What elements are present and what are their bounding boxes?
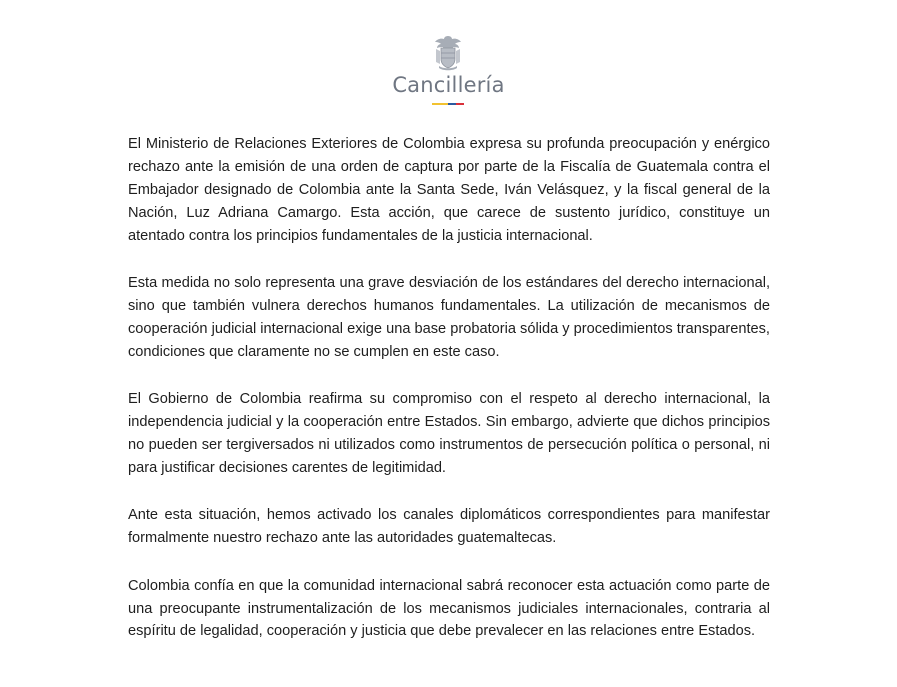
flag-yellow-stripe <box>432 103 448 105</box>
paragraph-5: Colombia confía en que la comunidad internacional sabrá reconocer esta actuación como parte de una preocupante instrumentalización de los mecanismos judiciales internacionales, contraria al espíritu de legalidad, cooperación y justicia que debe prevalecer en las relaciones entre Estados. <box>128 577 770 640</box>
brand-name: Cancillería <box>392 73 505 97</box>
letterhead <box>0 34 897 114</box>
flag-blue-stripe <box>448 103 456 105</box>
flag-color-bar <box>432 103 464 105</box>
colombia-coat-of-arms-icon <box>432 34 464 72</box>
paragraph-1: El Ministerio de Relaciones Exteriores de Colombia expresa su profunda preocupación y enérgico rechazo ante la emisión de una orden de captura por parte de la Fiscalía de Guatemala contra el Embajador designado de Colombia ante la Santa Sede, Iván Velásquez, y la fiscal general de la Nación, Luz Adriana Camargo. Esta acción, que carece de sustento jurídico, constituye un atentado contra los principios fundamentales de la justicia internacional. <box>128 136 770 244</box>
flag-red-stripe <box>456 103 464 105</box>
paragraph-2: Esta medida no solo representa una grave desviación de los estándares del derecho internacional, sino que también vulnera derechos humanos fundamentales. La utilización de mecanismos de cooperación judicial internacional exige una base probatoria sólida y procedimientos transparentes, condiciones que claramente no se cumplen en este caso. <box>128 275 770 360</box>
statement-body <box>128 133 770 668</box>
paragraph-4: Ante esta situación, hemos activado los canales diplomáticos correspondientes para manifestar formalmente nuestro rechazo ante las autoridades guatemaltecas. <box>128 507 770 547</box>
paragraph-3: El Gobierno de Colombia reafirma su compromiso con el respeto al derecho internacional, la independencia judicial y la cooperación entre Estados. Sin embargo, advierte que dichos principios no pueden ser tergiversados ni utilizados como instrumentos de persecución política o personal, ni para justificar decisiones carentes de legitimidad. <box>128 391 770 476</box>
